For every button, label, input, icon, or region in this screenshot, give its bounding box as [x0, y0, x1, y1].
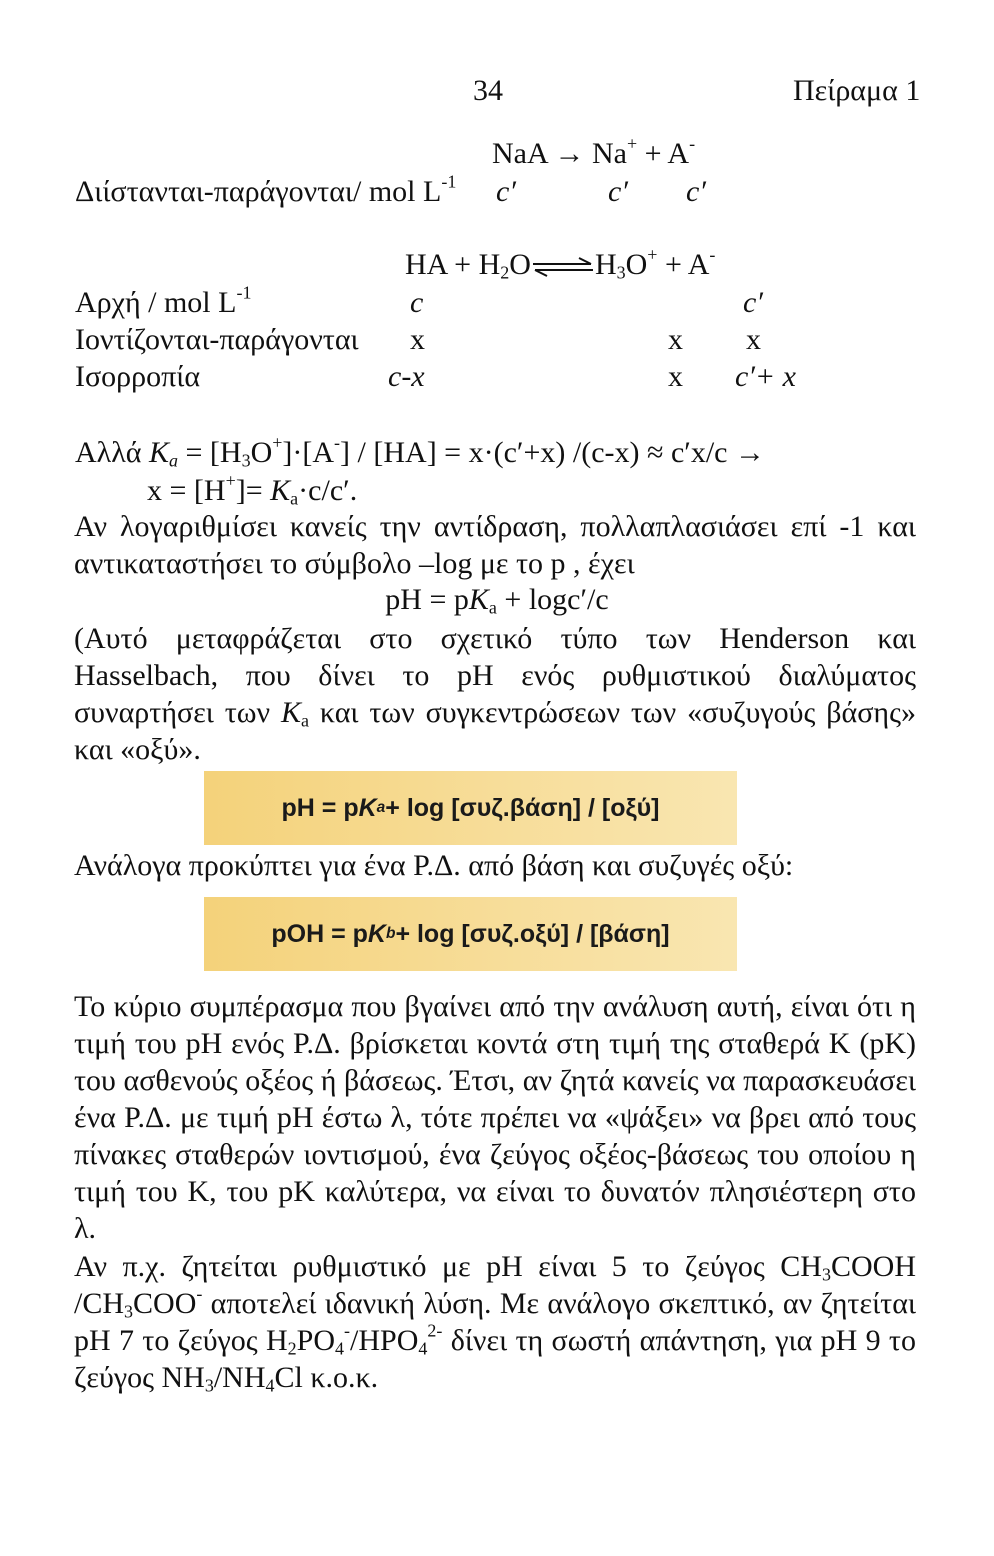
- table2-row-label: Ισορροπία: [75, 360, 201, 393]
- table1-value: c′: [608, 175, 628, 208]
- running-title: Πείραμα 1: [793, 74, 921, 107]
- table2-cell: x: [668, 360, 683, 393]
- table1-row-label: Διίστανται-παράγονται/ mol $L^{-1}$: [75, 171, 457, 208]
- table2-cell: c: [410, 286, 424, 319]
- page-number: 34: [473, 74, 503, 107]
- paragraph-examples: Αν π.χ. ζητείται ρυθμιστικό με pH είναι 5 το ζεύγος $CH_3COOH$ $/CH_3COO^-$ αποτελεί ιδανική λύση. Με ανάλογο σκεπτικό, αν ζητείται pH 7 το ζεύγος $H_2PO_4^-/HPO_4^{2-}$ δίνει τη σωστή απάντηση, για pH 9 το ζεύγος $NH_3/NH_4Cl$ κ.ο.κ.: [74, 1250, 916, 1396]
- paragraph-base: Ανάλογα προκύπτει για ένα Ρ.Δ. από βάση και συζυγές οξύ:: [74, 849, 794, 882]
- h-concentration: $x = [H^+]= K_a\cdot c/c'$.: [147, 470, 358, 509]
- table2-cell: c′: [743, 286, 763, 319]
- table1-value: c′: [496, 175, 516, 208]
- table2-cell: c-x: [388, 360, 425, 393]
- reaction-naa: NaA → Na+ + A-: [492, 133, 696, 170]
- table2-cell: c′+ x: [735, 360, 796, 393]
- henderson-equation-box: pH = p K a + log [συζ.βάση] / [οξύ]: [204, 771, 737, 845]
- table2-row-label: Αρχή / mol $L^{-1}$: [75, 282, 252, 319]
- table2-row-label: Ιοντίζονται-παράγονται: [75, 323, 359, 356]
- equilibrium-arrow-icon: [531, 257, 595, 277]
- poh-equation-box: pOH = p K b + log [συζ.οξύ] / [βάση]: [204, 897, 737, 971]
- paragraph-conclusion: Το κύριο συμπέρασμα που βγαίνει από την ανάλυση αυτή, είναι ότι η τιμή του pH ενός Ρ.Δ. βρίσκεται κοντά στη τιμή της σταθερά K (pK) του ασθενούς οξέος ή βάσεως. Έτσι, αν ζητά κανείς να παρασκευάσει ένα Ρ.Δ. με τιμή pH έστω λ, τότε πρέπει να «ψάξει» να βρει από τους πίνακες σταθερών ιοντισμού, ένα ζεύγος οξέος-βάσεως του οποίου η τιμή του K, του pK καλύτερα, να είναι το δυνατόν πλησιέστερη στο λ.: [74, 990, 916, 1245]
- table2-cell: x: [410, 323, 425, 356]
- table2-cell: x: [746, 323, 761, 356]
- paragraph-henderson: (Αυτό μεταφράζεται στο σχετικό τύπο των Henderson και Hasselbach, που δίνει το pH ενός ρυθμιστικού διαλύματος συναρτήσει των $K_a$ και των συγκεντρώσεων των «συζυγούς βάσης» και «οξύ».: [74, 622, 916, 766]
- ka-expression: Αλλά $K_a = [H_3O^+]\cdot[A^-] / [HA] = x\cdot(c'+x) /(c-x) \approx c'x/c$ →: [75, 432, 765, 471]
- reaction-ha: HA + $H_2O$ $H_3O^+ + A^-$: [405, 244, 716, 283]
- table2-cell: x: [668, 323, 683, 356]
- formula-ph: pH = $pK_a + \log c'/c$: [385, 583, 609, 618]
- paragraph-log: Αν λογαριθμίσει κανείς την αντίδραση, πολλαπλασιάσει επί -1 και αντικαταστήσει το σύμβολο –log με το p , έχει: [74, 510, 916, 580]
- table1-value: c′: [686, 175, 706, 208]
